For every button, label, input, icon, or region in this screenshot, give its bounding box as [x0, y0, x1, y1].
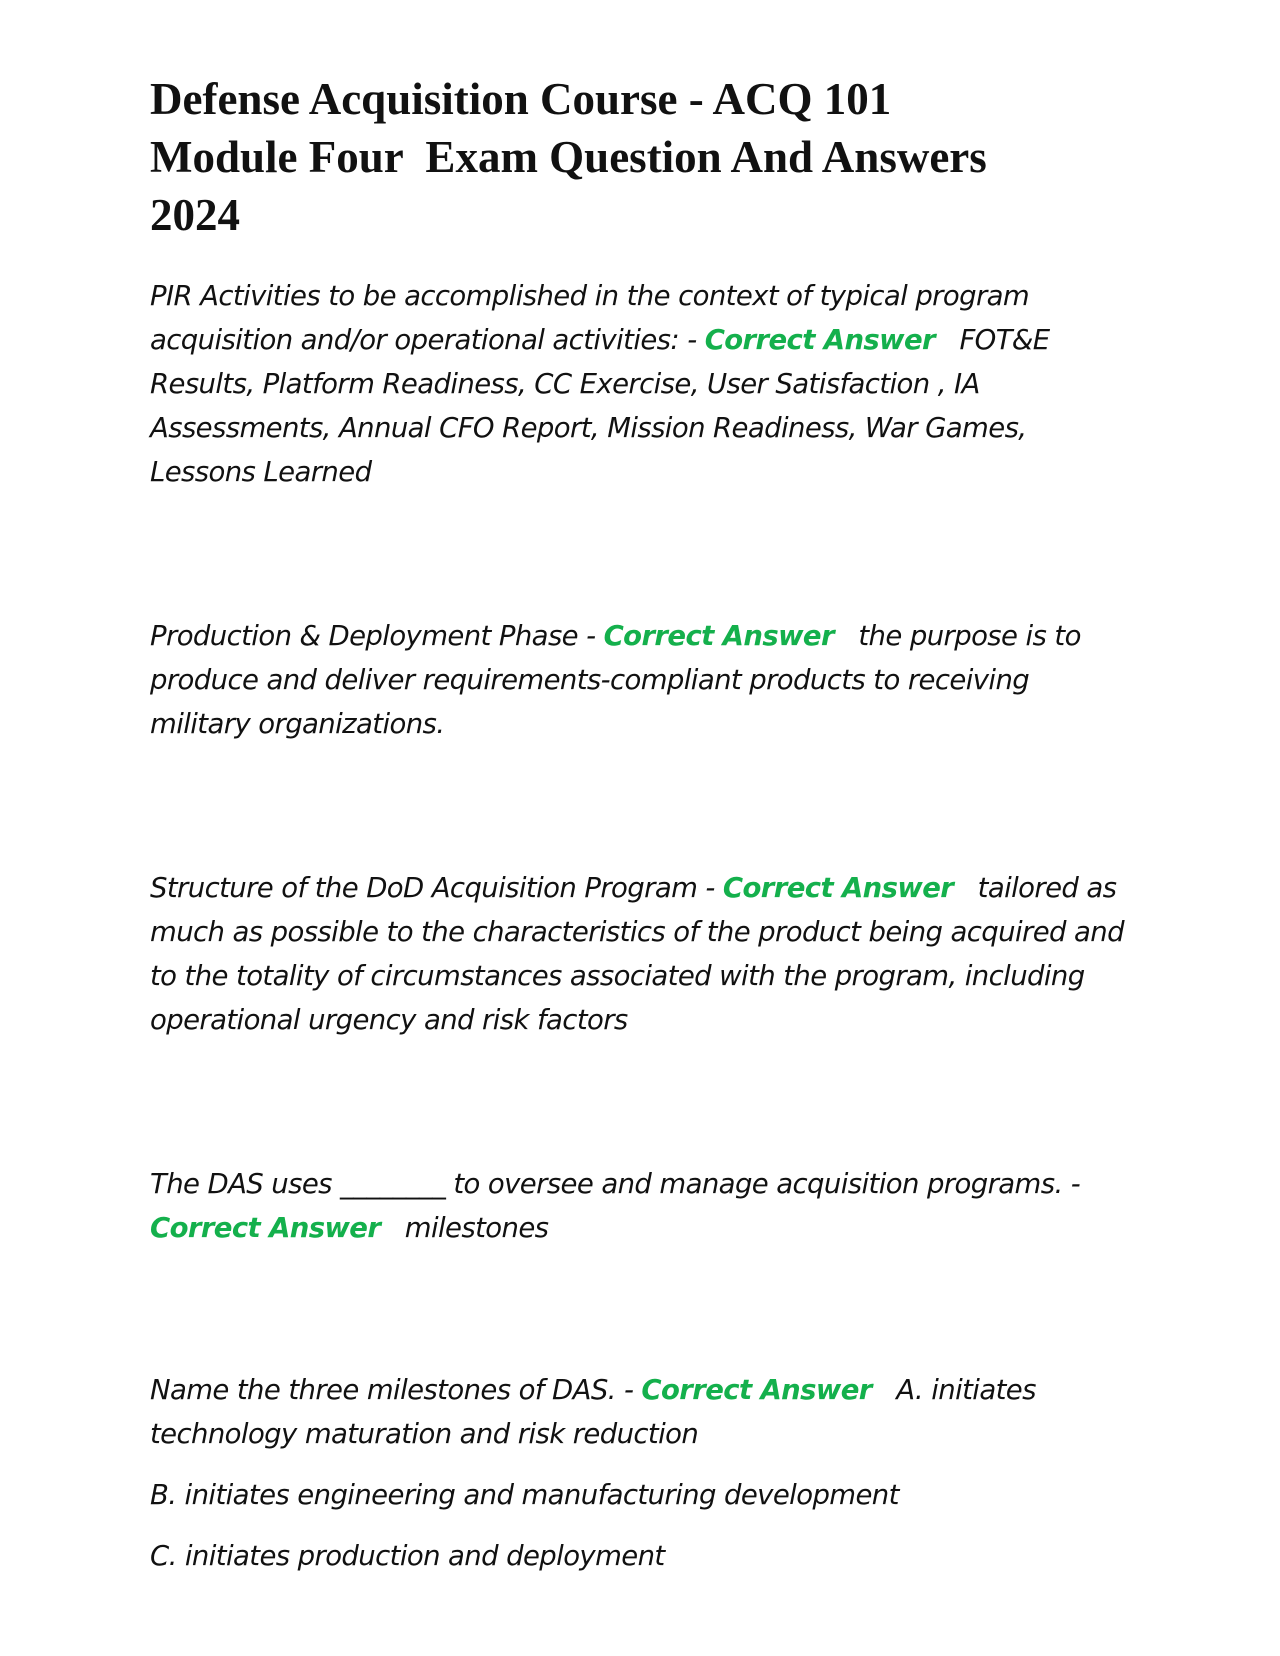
- answer-text: FOT&E Results, Platform Readiness, CC Exercise, User Satisfaction , IA Assessments, Annual CFO Report, Mission Readiness, War Games, Lessons Learned: [150, 324, 1050, 488]
- answer-text: A. initiates technology maturation and risk reduction: [150, 1374, 1036, 1450]
- qa-item-5: [150, 1368, 1135, 1456]
- correct-answer-label: Correct Answer: [150, 1212, 381, 1244]
- page-title: [150, 70, 1135, 244]
- question-text: Structure of the DoD Acquisition Program -: [150, 872, 723, 904]
- question-text: Production & Deployment Phase -: [150, 620, 604, 652]
- title-line-3: 2024: [150, 190, 240, 240]
- title-line-2: Module Four Exam Question And Answers: [150, 132, 987, 182]
- answer-text: tailored as much as possible to the characteristics of the product being acquired and to the totality of circumstances associated with the program, including operational urgency and risk factors: [150, 872, 1124, 1036]
- question-text: Name the three milestones of DAS. -: [150, 1374, 642, 1406]
- correct-answer-label: Correct Answer: [722, 872, 954, 904]
- answer-text: milestones: [404, 1212, 549, 1244]
- correct-answer-label: Correct Answer: [641, 1374, 872, 1406]
- milestone-line-b: B. initiates engineering and manufacturing development: [150, 1479, 899, 1511]
- correct-answer-label: Correct Answer: [704, 324, 936, 356]
- question-text: The DAS uses ________ to oversee and manage acquisition programs. -: [150, 1168, 1081, 1200]
- qa-item-4: [150, 1162, 1135, 1250]
- milestone-line-c: C. initiates production and deployment: [150, 1540, 665, 1572]
- qa-item-3: [150, 866, 1135, 1042]
- answer-text: the purpose is to produce and deliver requirements-compliant products to receiving military organizations.: [150, 620, 1081, 740]
- qa-item-1: [150, 274, 1135, 494]
- qa-item-2: [150, 614, 1135, 746]
- question-text: PIR Activities to be accomplished in the context of typical program acquisition and/or operational activities: -: [150, 280, 1030, 356]
- correct-answer-label: Correct Answer: [603, 620, 834, 652]
- title-line-1: Defense Acquisition Course - ACQ 101: [150, 74, 892, 124]
- document-page: [150, 70, 1135, 1578]
